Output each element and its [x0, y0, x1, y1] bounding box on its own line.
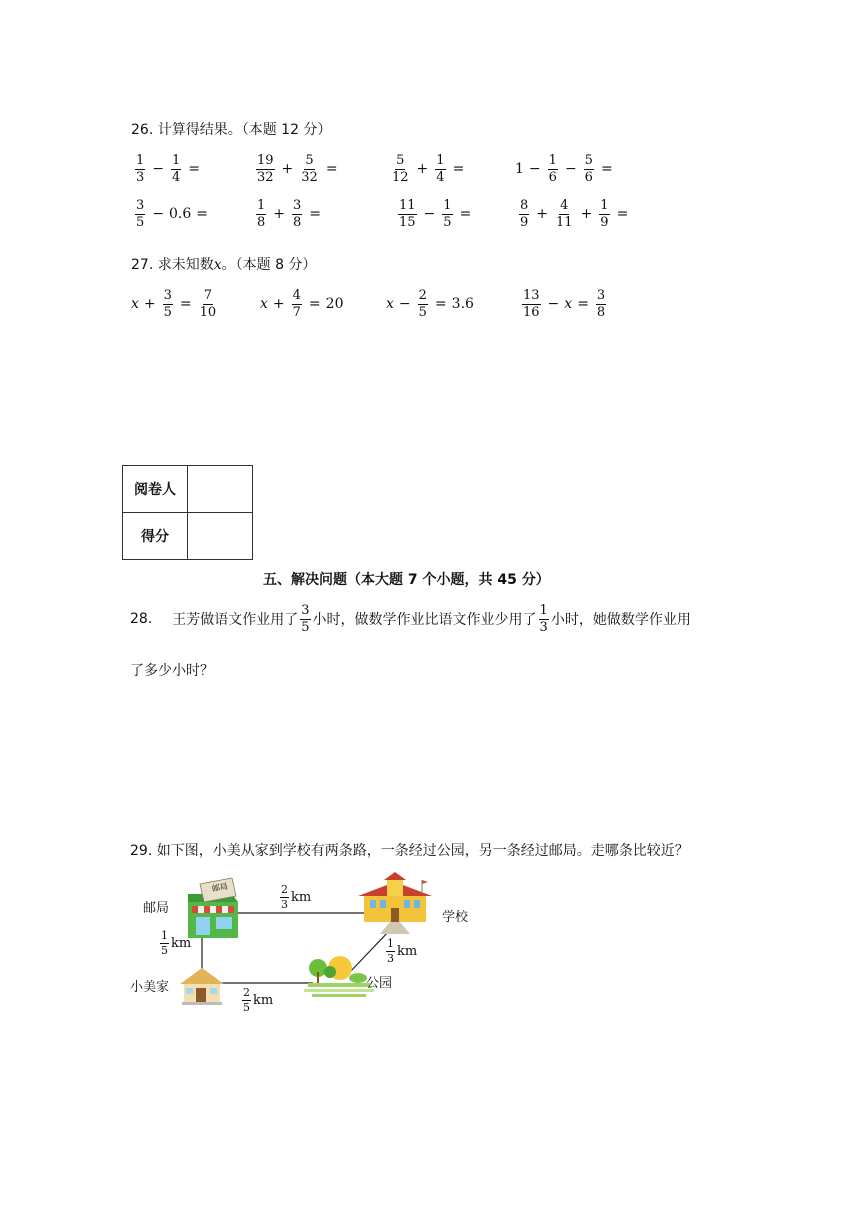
- fraction: $\frac{1}{4}$: [172, 153, 181, 185]
- reviewer-cell: [188, 466, 253, 513]
- post-sign-text: 邮局: [211, 881, 229, 894]
- fraction: $\frac{5}{32}$: [301, 153, 318, 185]
- fraction: $\frac{1}{3}$: [387, 937, 394, 965]
- fraction: $\frac{4}{11}$: [556, 198, 573, 230]
- fraction: $\frac{1}{5}$: [443, 198, 452, 230]
- q27-eq-3: x − $\frac{2}{5}$ = 3.6: [386, 288, 474, 320]
- q26-expr-5: $\frac{3}{5}$ − 0.6 =: [136, 198, 209, 230]
- q27-eq-4: $\frac{13}{16}$ − x = $\frac{3}{8}$: [523, 288, 606, 320]
- fraction: $\frac{2}{5}$: [243, 986, 250, 1014]
- park-icon: [304, 956, 374, 997]
- distance-post-school: $\frac{2}{3}$ km: [281, 883, 312, 911]
- fraction: $\frac{3}{5}$: [301, 603, 310, 635]
- fraction: $\frac{1}{9}$: [600, 198, 609, 230]
- school-icon: [358, 872, 432, 934]
- score-label: 得分: [123, 513, 188, 560]
- q27-title: 27. 求未知数x。（本题 8 分）: [131, 257, 317, 273]
- route-map: [128, 872, 468, 1022]
- fraction: $\frac{3}{8}$: [293, 198, 302, 230]
- score-cell: [188, 513, 253, 560]
- fraction: $\frac{2}{3}$: [281, 883, 288, 911]
- distance-home-post: $\frac{1}{5}$ km: [161, 929, 192, 957]
- fraction: $\frac{19}{32}$: [257, 153, 274, 185]
- q28-text: 28. 王芳做语文作业用了 $\frac{3}{5}$ 小时，做数学作业比语文作业少用了 $\frac{1}{3}$ 小时，她做数学作业用: [130, 603, 691, 635]
- q26-expr-1: $\frac{1}{3}$ − $\frac{1}{4}$ =: [136, 153, 201, 185]
- q26-expr-6: $\frac{1}{8}$ + $\frac{3}{8}$ =: [257, 198, 322, 230]
- fraction: $\frac{8}{9}$: [520, 198, 529, 230]
- fraction: $\frac{1}{6}$: [548, 153, 557, 185]
- fraction: $\frac{1}{5}$: [161, 929, 168, 957]
- section-title: 五、解决问题（本大题 7 个小题，共 45 分）: [263, 572, 550, 588]
- home-label: 小美家: [130, 980, 170, 995]
- fraction: $\frac{13}{16}$: [523, 288, 540, 320]
- fraction: $\frac{5}{6}$: [584, 153, 593, 185]
- q26-expr-8: $\frac{8}{9}$ + $\frac{4}{11}$ + $\frac{1}{9}$ =: [520, 198, 629, 230]
- fraction: $\frac{11}{15}$: [399, 198, 416, 230]
- q27-eq-1: x + $\frac{3}{5}$ = $\frac{7}{10}$: [131, 288, 217, 320]
- q26-title: 26. 计算得结果。（本题 12 分）: [131, 122, 332, 138]
- fraction: $\frac{5}{12}$: [392, 153, 409, 185]
- school-label: 学校: [442, 910, 469, 925]
- fraction: $\frac{3}{5}$: [163, 288, 172, 320]
- fraction: $\frac{7}{10}$: [199, 288, 217, 320]
- distance-park-school: $\frac{1}{3}$ km: [387, 937, 418, 965]
- score-table: [122, 465, 253, 560]
- q28-text-line2: 了多少小时？: [130, 663, 214, 679]
- post-office-label: 邮局: [143, 901, 170, 916]
- fraction: $\frac{4}{7}$: [292, 288, 301, 320]
- q27-eq-2: x + $\frac{4}{7}$ = 20: [260, 288, 344, 320]
- fraction: $\frac{1}{3}$: [539, 603, 548, 635]
- q29-text: 29. 如下图，小美从家到学校有两条路，一条经过公园，另一条经过邮局。走哪条比较近？: [130, 843, 689, 859]
- q26-expr-7: $\frac{11}{15}$ − $\frac{1}{5}$ =: [399, 198, 472, 230]
- fraction: $\frac{1}{4}$: [436, 153, 445, 185]
- q26-expr-4: 1 − $\frac{1}{6}$ − $\frac{5}{6}$ =: [515, 153, 613, 185]
- reviewer-label: 阅卷人: [123, 466, 188, 513]
- fraction: $\frac{3}{8}$: [596, 288, 606, 320]
- fraction: $\frac{1}{8}$: [257, 198, 266, 230]
- fraction: $\frac{3}{5}$: [136, 198, 145, 230]
- fraction: $\frac{2}{5}$: [418, 288, 427, 320]
- q26-expr-3: $\frac{5}{12}$ + $\frac{1}{4}$ =: [392, 153, 465, 185]
- q26-expr-2: $\frac{19}{32}$ + $\frac{5}{32}$ =: [257, 153, 338, 185]
- park-label: 公园: [366, 976, 393, 991]
- distance-home-park: $\frac{2}{5}$ km: [243, 986, 274, 1014]
- fraction: $\frac{1}{3}$: [136, 153, 145, 185]
- home-icon: [180, 968, 224, 1005]
